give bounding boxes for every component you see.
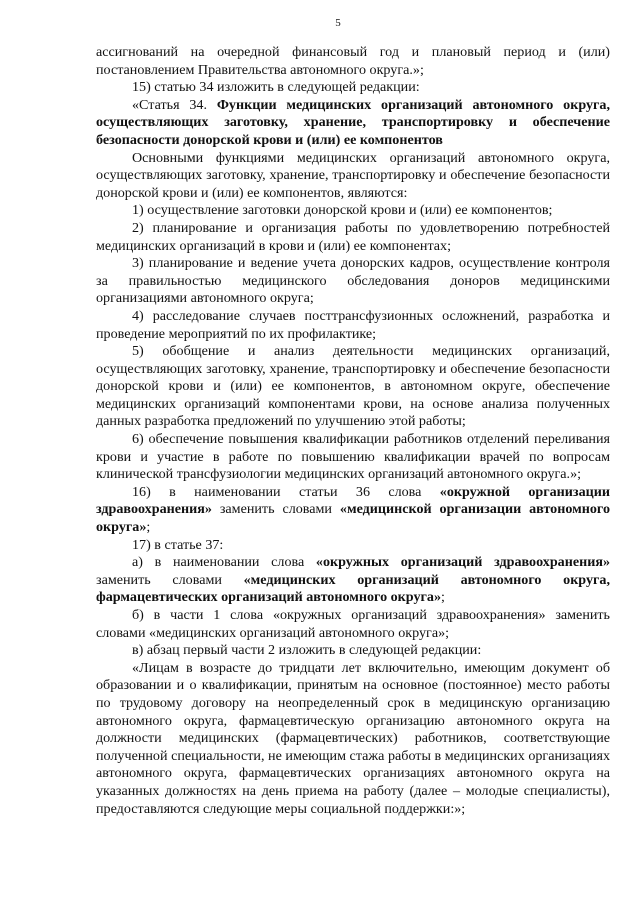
bold-text-run: «медицинских организаций автономного округа, фармацевтических организаций автономного округа» xyxy=(96,571,610,606)
amendment-subitem-a xyxy=(96,554,610,607)
article-34-heading xyxy=(96,97,610,150)
amendment-item-17 xyxy=(96,537,610,555)
list-item-4 xyxy=(96,308,610,343)
text-run: 17) в статье 37: xyxy=(132,536,224,553)
text-run: б) в части 1 слова «окружных организаций здравоохранения» заменить словами «медицинских организаций автономного округа»; xyxy=(96,607,610,641)
text-run: а) в наименовании слова xyxy=(132,554,316,571)
text-run: 2) планирование и организация работы по удовлетворению потребностей медицинских организаций в крови и (или) ее компонентах; xyxy=(96,219,610,254)
text-run: «Статья 34. xyxy=(132,96,217,113)
bold-text-run: Функции медицинских организаций автономного округа, осуществляющих заготовку, хранение, транспортировку и обеспечение безопасности донорской крови и (или) ее компонентов xyxy=(96,96,610,148)
bold-text-run: «окружных организаций здравоохранения» xyxy=(315,554,610,571)
text-run: ; xyxy=(146,519,151,536)
list-item-5 xyxy=(96,343,610,431)
text-run: 3) планирование и ведение учета донорских кадров, осуществление контроля за правильностью медицинского обследования доноров медицинскими организациями автономного округа; xyxy=(96,255,610,307)
text-run: 1) осуществление заготовки донорской крови и (или) ее компонентов; xyxy=(132,202,553,219)
paragraph-continuation xyxy=(96,44,610,79)
bold-text-run: «окружной организации здравоохранения» xyxy=(96,483,610,518)
text-run: 4) расследование случаев посттрансфузионных осложнений, разработка и проведение мероприятий по их профилактике; xyxy=(96,307,610,342)
list-item-6 xyxy=(96,431,610,484)
text-run: 5) обобщение и анализ деятельности медицинских организаций, осуществляющих заготовку, хранение, транспортировку и обеспечение безопасности донорской крови и (или) ее компонентов, в автономном округе, обеспечение медицинских организаций компонентами крови, на основе анализа полученных данных разработка предложений по улучшению этой работы; xyxy=(96,343,610,430)
text-run: 16) в наименовании статьи 36 слова xyxy=(132,483,440,500)
page-number: 5 xyxy=(335,17,341,29)
article-34-intro xyxy=(96,150,610,203)
bold-text-run: «медицинской организации автономного округа» xyxy=(96,501,610,536)
text-run: 6) обеспечение повышения квалификации работников отделений переливания крови и участие в работе по повышению квалификации врачей по вопросам клинической трансфузиологии медицинских организаций автономного округа.»; xyxy=(96,431,610,483)
document-body xyxy=(96,44,610,818)
text-run: «Лицам в возрасте до тридцати лет включительно, имеющим документ об образовании и о квалификации, принятым на основное (постоянное) место работы по трудовому договору на неопределенный срок в медицинскую организацию автономного округа, фармацевтическую организацию автономного округа на должности медицинских (фармацевтических) работников, соответствующие полученной специальности, не имеющим стажа работы в медицинских организациях автономного округа, фармацевтических организациях автономного округа на указанных должностях на день приема на работу (далее – молодые специалисты), предоставляются следующие меры социальной поддержки:»; xyxy=(96,659,610,817)
amendment-subitem-v xyxy=(96,642,610,660)
amendment-subitem-b xyxy=(96,607,610,642)
text-run: ассигнований на очередной финансовый год и плановый период и (или) постановлением Правительства автономного округа.»; xyxy=(96,44,610,78)
quoted-new-text xyxy=(96,660,610,818)
list-item-2 xyxy=(96,220,610,255)
text-run: заменить словами xyxy=(96,571,244,588)
amendment-item-15 xyxy=(96,79,610,97)
text-run: 15) статью 34 изложить в следующей редакции: xyxy=(132,79,420,96)
text-run: Основными функциями медицинских организаций автономного округа, осуществляющих заготовку, хранение, транспортировку и обеспечение безопасности донорской крови и (или) ее компонентов, являются: xyxy=(96,149,610,201)
text-run: в) абзац первый части 2 изложить в следующей редакции: xyxy=(132,642,482,659)
text-run: заменить словами xyxy=(211,501,340,518)
text-run: ; xyxy=(441,589,445,606)
list-item-1 xyxy=(96,202,610,220)
amendment-item-16 xyxy=(96,484,610,537)
list-item-3 xyxy=(96,255,610,308)
